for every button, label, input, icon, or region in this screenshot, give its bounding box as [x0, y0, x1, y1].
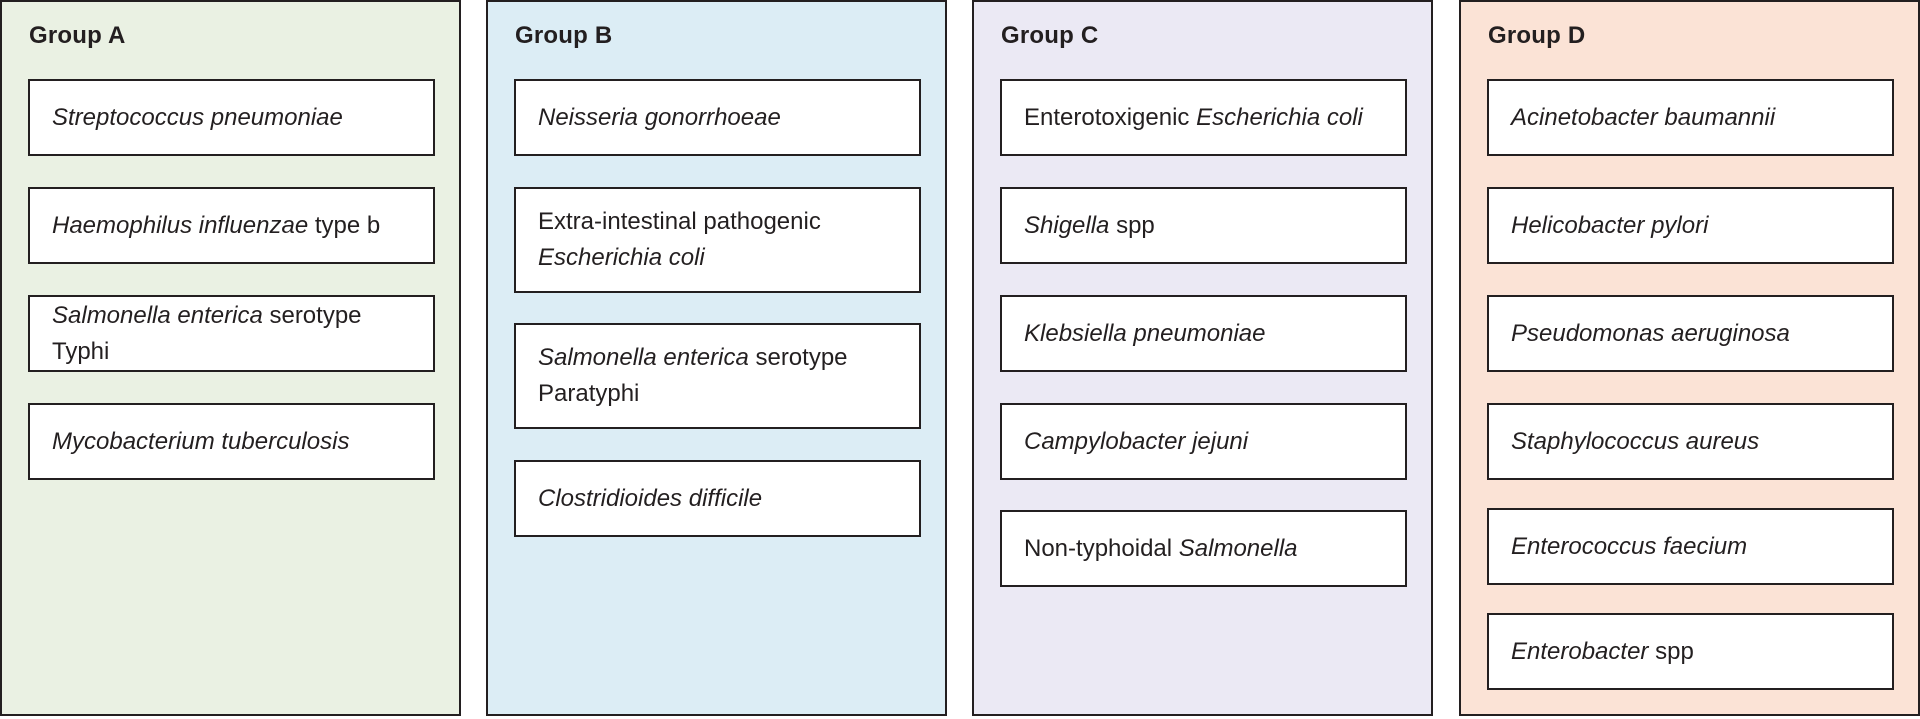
pathogen-box-klebsiella-pneumoniae: Klebsiella pneumoniae — [1000, 295, 1407, 372]
group-d-title: Group D — [1488, 22, 1586, 49]
pathogen-box-enterotoxigenic-e-coli: Enterotoxigenic Escherichia coli — [1000, 79, 1407, 156]
group-d-panel — [1459, 0, 1920, 716]
pathogen-box-pseudomonas-aeruginosa: Pseudomonas aeruginosa — [1487, 295, 1894, 372]
pathogen-box-haemophilus-influenzae: Haemophilus influenzae type b — [28, 187, 435, 264]
group-a-panel — [0, 0, 461, 716]
pathogen-box-mycobacterium-tuberculosis: Mycobacterium tuberculosis — [28, 403, 435, 480]
pathogen-box-clostridioides-difficile: Clostridioides difficile — [514, 460, 921, 537]
pathogen-box-helicobacter-pylori: Helicobacter pylori — [1487, 187, 1894, 264]
pathogen-box-streptococcus-pneumoniae: Streptococcus pneumoniae — [28, 79, 435, 156]
pathogen-box-acinetobacter-baumannii: Acinetobacter baumannii — [1487, 79, 1894, 156]
group-b-title: Group B — [515, 22, 613, 49]
group-c-title: Group C — [1001, 22, 1099, 49]
pathogen-box-neisseria-gonorrhoeae: Neisseria gonorrhoeae — [514, 79, 921, 156]
pathogen-box-shigella: Shigella spp — [1000, 187, 1407, 264]
group-b-panel — [486, 0, 947, 716]
group-a-title: Group A — [29, 22, 126, 49]
pathogen-box-salmonella-typhi: Salmonella enterica serotype Typhi — [28, 295, 435, 372]
pathogen-box-campylobacter-jejuni: Campylobacter jejuni — [1000, 403, 1407, 480]
pathogen-box-enterococcus-faecium: Enterococcus faecium — [1487, 508, 1894, 585]
pathogen-box-staphylococcus-aureus: Staphylococcus aureus — [1487, 403, 1894, 480]
pathogen-box-non-typhoidal-salmonella: Non-typhoidal Salmonella — [1000, 510, 1407, 587]
pathogen-box-enterobacter: Enterobacter spp — [1487, 613, 1894, 690]
pathogen-box-extraintestinal-e-coli: Extra-intestinal pathogenic Escherichia coli — [514, 187, 921, 293]
pathogen-box-salmonella-paratyphi: Salmonella enterica serotype Paratyphi — [514, 323, 921, 429]
group-c-panel — [972, 0, 1433, 716]
